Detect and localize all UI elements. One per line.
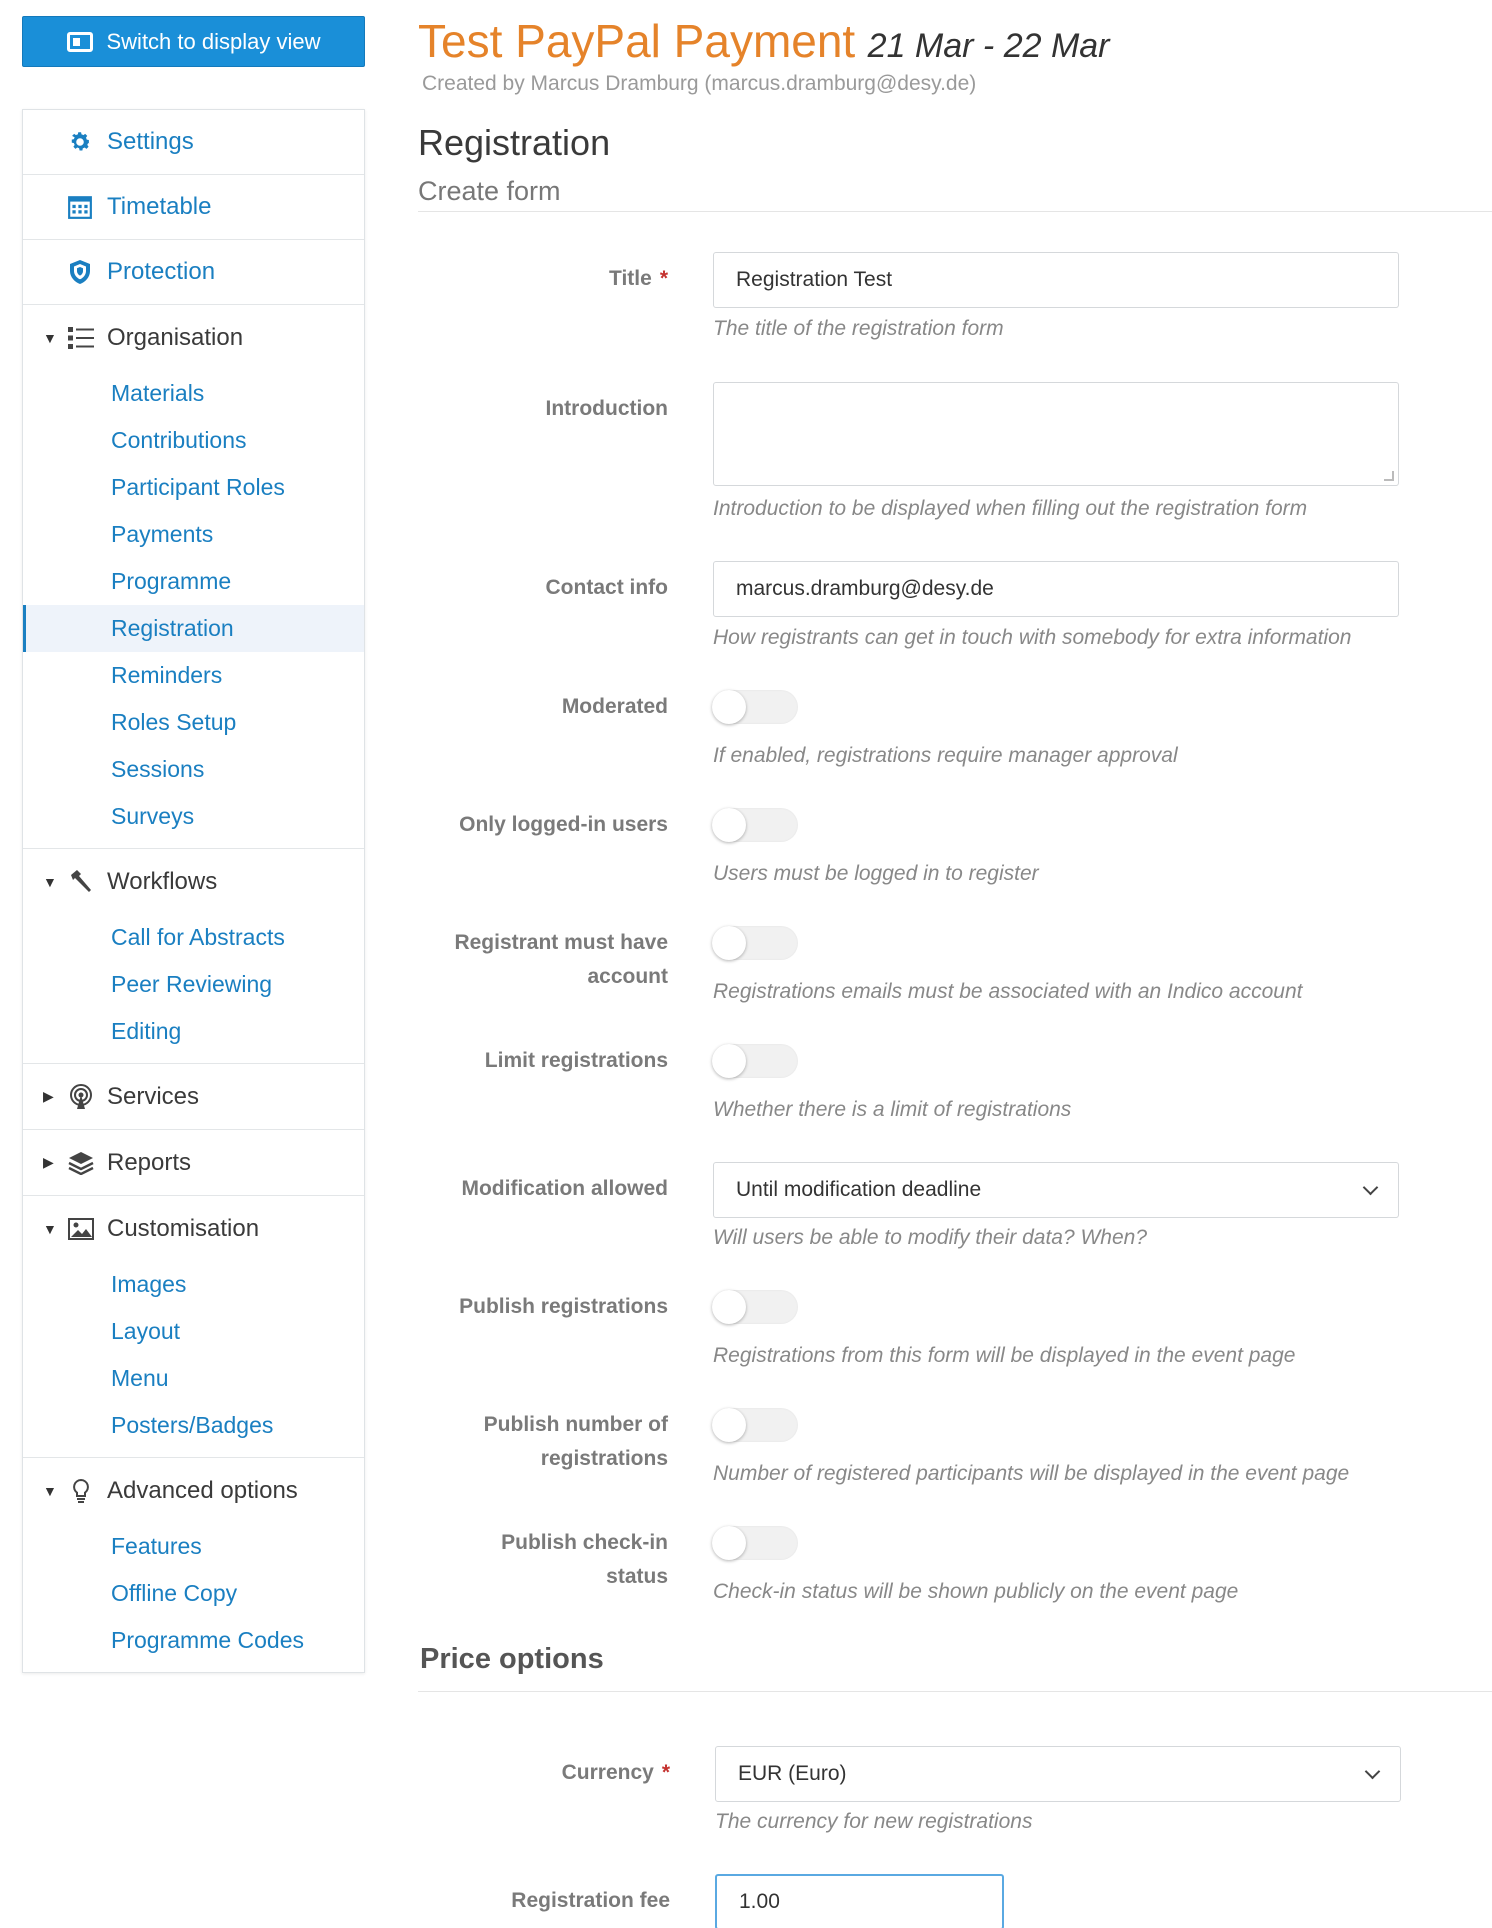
required-mark: * (661, 1761, 670, 1784)
sidebar-section-organisation (23, 305, 364, 849)
sidebar-item-label: Timetable (107, 193, 212, 220)
divider (418, 1691, 1492, 1692)
image-icon (67, 1215, 95, 1243)
sidebar-item-protection[interactable] (23, 240, 364, 305)
sidebar-item-posters-badges[interactable]: Posters/Badges (111, 1412, 274, 1438)
sidebar-section-header-customisation[interactable] (23, 1196, 364, 1261)
sidebar-item-images[interactable]: Images (111, 1271, 187, 1297)
sidebar-item-participant-roles[interactable]: Participant Roles (111, 474, 285, 500)
registration-fee-label: Registration fee (511, 1889, 670, 1912)
must-have-account-label: Registrant must have account (454, 931, 668, 988)
limit-registrations-help: Whether there is a limit of registrations (713, 1098, 1072, 1121)
sidebar-item-payments[interactable]: Payments (111, 521, 214, 547)
publish-registrations-help: Registrations from this form will be displayed in the event page (713, 1344, 1296, 1367)
switch-to-display-view-button[interactable] (22, 16, 365, 67)
title-help: The title of the registration form (713, 317, 1004, 340)
modification-allowed-value: Until modification deadline (736, 1178, 982, 1201)
limit-registrations-label: Limit registrations (484, 1049, 668, 1072)
event-creator: Created by Marcus Dramburg (marcus.dramburg@desy.de) (422, 72, 977, 95)
sidebar-section-label: Workflows (107, 867, 218, 895)
moderated-help: If enabled, registrations require manager approval (713, 744, 1178, 767)
sidebar-item-label: Settings (107, 128, 194, 155)
only-logged-in-label: Only logged-in users (459, 813, 668, 836)
limit-registrations-toggle[interactable] (712, 1044, 798, 1078)
sidebar-section-reports (23, 1130, 364, 1196)
only-logged-in-help: Users must be logged in to register (713, 862, 1039, 885)
hammer-icon (67, 868, 95, 896)
page-title: Registration (418, 122, 611, 163)
contact-info-label: Contact info (545, 576, 668, 599)
publish-registrations-toggle[interactable] (712, 1290, 798, 1324)
introduction-help: Introduction to be displayed when filling out the registration form (713, 497, 1308, 520)
chevron-down-icon (1365, 1763, 1381, 1779)
sidebar-item-editing[interactable]: Editing (111, 1018, 182, 1044)
sidebar-section-advanced-options (23, 1458, 364, 1672)
sidebar-section-label: Customisation (107, 1214, 260, 1242)
must-have-account-help: Registrations emails must be associated with an Indico account (713, 980, 1303, 1003)
sidebar-section-label: Reports (107, 1148, 192, 1176)
currency-value: EUR (Euro) (738, 1762, 847, 1785)
publish-number-toggle[interactable] (712, 1408, 798, 1442)
toggle-knob (712, 1044, 746, 1078)
must-have-account-toggle[interactable] (712, 926, 798, 960)
sidebar-section-label: Organisation (107, 323, 244, 351)
shield-icon (66, 258, 94, 286)
sidebar-item-surveys[interactable]: Surveys (111, 803, 195, 829)
caret-right-icon: ▶ (43, 1154, 54, 1170)
sidebar-item-registration[interactable]: Registration (23, 605, 364, 652)
caret-right-icon: ▶ (43, 1088, 54, 1104)
event-dates: 21 Mar - 22 Mar (867, 27, 1110, 65)
currency-help: The currency for new registrations (715, 1810, 1033, 1833)
toggle-knob (712, 1290, 746, 1324)
sidebar-section-header-services[interactable] (23, 1064, 364, 1129)
sidebar-item-peer-reviewing[interactable]: Peer Reviewing (111, 971, 273, 997)
introduction-textarea[interactable] (713, 382, 1399, 486)
modification-allowed-select[interactable] (713, 1162, 1399, 1218)
sidebar-item-programme-codes[interactable]: Programme Codes (111, 1627, 305, 1653)
moderated-toggle[interactable] (712, 690, 798, 724)
sidebar-item-call-for-abstracts[interactable]: Call for Abstracts (111, 924, 285, 950)
sidebar-item-materials[interactable]: Materials (111, 380, 205, 406)
toggle-knob (712, 808, 746, 842)
title-input[interactable] (713, 252, 1399, 308)
lightbulb-icon (67, 1477, 95, 1505)
only-logged-in-toggle[interactable] (712, 808, 798, 842)
introduction-label: Introduction (545, 397, 668, 420)
toggle-knob (712, 690, 746, 724)
modification-allowed-help: Will users be able to modify their data? When? (713, 1226, 1148, 1249)
sidebar-item-layout[interactable]: Layout (111, 1318, 181, 1344)
sidebar-section-workflows (23, 849, 364, 1064)
sidebar-item-features[interactable]: Features (111, 1533, 202, 1559)
registration-fee-input[interactable]: 1.00 (715, 1874, 1004, 1928)
chevron-down-icon (1363, 1179, 1379, 1195)
sidebar-menu (22, 109, 365, 1673)
caret-down-icon: ▼ (43, 1482, 57, 1499)
caret-down-icon: ▼ (43, 329, 57, 346)
publish-checkin-help: Check-in status will be shown publicly on the event page (713, 1580, 1239, 1603)
required-mark: * (659, 267, 668, 290)
publish-number-label: Publish number of registrations (483, 1413, 668, 1470)
layers-icon (67, 1149, 95, 1177)
publish-registrations-label: Publish registrations (459, 1295, 668, 1318)
broadcast-icon (67, 1083, 95, 1111)
contact-info-help: How registrants can get in touch with somebody for extra information (713, 626, 1352, 649)
contact-info-input[interactable] (713, 561, 1399, 617)
calendar-icon (66, 193, 94, 221)
sidebar-item-offline-copy[interactable]: Offline Copy (111, 1580, 238, 1606)
sidebar-section-customisation (23, 1196, 364, 1458)
price-options-title: Price options (420, 1643, 604, 1675)
sidebar-item-label: Protection (107, 258, 216, 285)
caret-down-icon: ▼ (43, 1220, 57, 1237)
display-view-icon (67, 32, 93, 52)
section-spacer (23, 1055, 364, 1063)
sidebar-section-header-workflows[interactable] (23, 849, 364, 914)
sidebar-item-settings[interactable] (23, 110, 364, 175)
sidebar-section-header-advanced-options[interactable] (23, 1458, 364, 1523)
title-label: Title * (609, 267, 668, 290)
toggle-knob (712, 1526, 746, 1560)
publish-checkin-toggle[interactable] (712, 1526, 798, 1560)
publish-checkin-label: Publish check-in status (501, 1531, 668, 1588)
caret-down-icon: ▼ (43, 873, 57, 890)
sidebar-section-header-reports[interactable] (23, 1130, 364, 1195)
switch-to-display-view-label: Switch to display view (106, 28, 321, 54)
moderated-label: Moderated (561, 695, 668, 718)
toggle-knob (712, 926, 746, 960)
sidebar-item-contributions[interactable]: Contributions (111, 427, 247, 453)
currency-label: Currency * (561, 1761, 670, 1784)
sidebar-item-timetable[interactable] (23, 175, 364, 240)
modification-allowed-label: Modification allowed (461, 1177, 668, 1200)
divider (418, 211, 1492, 212)
section-spacer (23, 1664, 364, 1672)
sidebar-section-label: Services (107, 1082, 200, 1110)
sidebar-item-menu[interactable]: Menu (111, 1365, 169, 1391)
sidebar-item-roles-setup[interactable]: Roles Setup (111, 709, 237, 735)
publish-number-help: Number of registered participants will be displayed in the event page (713, 1462, 1350, 1485)
gear-icon (66, 128, 94, 156)
sidebar-section-services (23, 1064, 364, 1130)
event-name: Test PayPal Payment (418, 15, 856, 67)
sidebar-item-reminders[interactable]: Reminders (111, 662, 223, 688)
currency-select[interactable] (715, 1746, 1401, 1802)
sidebar-item-sessions[interactable]: Sessions (111, 756, 205, 782)
section-spacer (23, 1449, 364, 1457)
event-title (418, 14, 1110, 68)
section-spacer (23, 840, 364, 848)
toggle-knob (712, 1408, 746, 1442)
sidebar-section-header-organisation[interactable] (23, 305, 364, 370)
list-icon (67, 324, 95, 352)
sidebar-section-label: Advanced options (107, 1476, 298, 1504)
sidebar-item-programme[interactable]: Programme (111, 568, 232, 594)
page-subtitle: Create form (418, 176, 561, 206)
